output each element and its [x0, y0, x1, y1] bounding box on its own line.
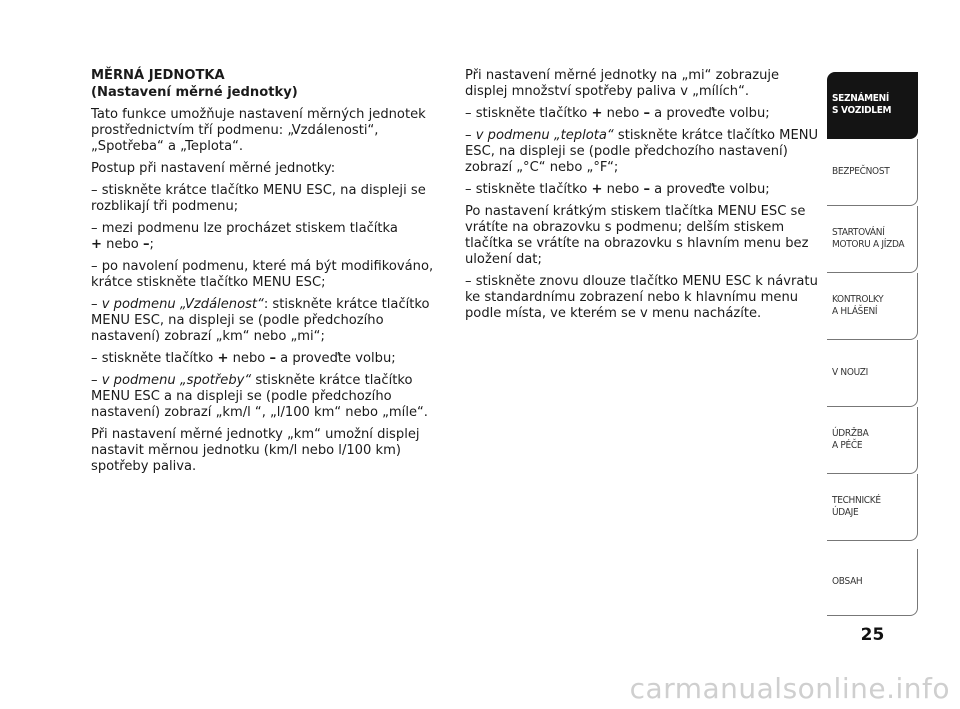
minus-symbol: – [143, 237, 150, 252]
text: a proveďte volbu; [650, 182, 770, 197]
tab-udrzba[interactable] [827, 407, 918, 474]
tab-startovani[interactable] [827, 206, 918, 273]
right-column [465, 68, 823, 328]
left-column [91, 68, 449, 481]
paragraph: Po nastavení krátkým stiskem tlačítka MENU ESC se vrátíte na obrazovku s podmenu; delším stiskem tlačítka se vrátíte na obrazovku s hlavním menu bez uložení dat; [465, 204, 809, 267]
tab-seznameni[interactable] [827, 72, 918, 139]
text: a proveďte volbu; [650, 106, 770, 121]
text: stiskněte krátce tlačítko MENU ESC a na displeji se (podle předchozího nastavení) zobrazí „km/l “, „l/100 km“ nebo „míle“. [91, 373, 428, 420]
heading-subtitle: (Nastavení měrné jednotky) [91, 84, 298, 100]
text: – [91, 297, 102, 312]
text: stiskněte krátce tlačítko MENU ESC, na displeji se (podle předchozího nastavení) zobrazí „°C“ nebo „°F“; [465, 128, 819, 175]
tab-label: SEZNÁMENÍ S VOZIDLEM [832, 93, 892, 116]
paragraph: Při nastavení měrné jednotky na „mi“ zobrazuje displej množství spotřeby paliva v „mílích“. [465, 68, 780, 99]
watermark: carmanualsonline.info [629, 672, 950, 705]
text: – mezi podmenu lze procházet stiskem tlačítka [91, 221, 398, 236]
tab-technicke-udaje[interactable] [827, 474, 918, 541]
page-number: 25 [860, 625, 885, 645]
tab-label: BEZPEČNOST [832, 166, 890, 177]
paragraph: Tato funkce umožňuje nastavení měrných jednotek prostřednictvím tří podmenu: „Vzdálenosti“, „Spotřeba“ a „Teplota“. [91, 107, 426, 154]
text: – [91, 373, 102, 388]
paragraph [91, 373, 449, 421]
plus-symbol: + [591, 182, 603, 197]
tab-label: V NOUZI [832, 367, 868, 378]
text: a proveďte volbu; [276, 351, 396, 366]
text: nebo [602, 182, 644, 197]
text: – stiskněte tlačítko [465, 106, 592, 121]
plus-symbol: + [91, 237, 102, 252]
tab-label: ÚDRŽBA A PÉČE [832, 428, 869, 451]
text: ; [149, 237, 154, 252]
paragraph [465, 182, 823, 198]
paragraph [465, 128, 823, 176]
paragraph [91, 351, 449, 367]
text: – stiskněte tlačítko [465, 182, 592, 197]
paragraph: Postup při nastavení měrné jednotky: [91, 161, 336, 176]
tab-label: OBSAH [832, 576, 863, 587]
paragraph [91, 297, 449, 345]
tab-v-nouzi[interactable] [827, 340, 918, 407]
paragraph: Při nastavení měrné jednotky „km“ umožní displej nastavit měrnou jednotku (km/l nebo l/100 km) spotřeby paliva. [91, 427, 420, 474]
paragraph: – stiskněte krátce tlačítko MENU ESC, na displeji se rozblikají tři podmenu; [91, 183, 426, 214]
submenu-name: v podmenu „Vzdálenost“ [101, 297, 264, 312]
text: nebo [602, 106, 644, 121]
section-heading [91, 68, 449, 101]
submenu-name: v podmenu „spotřeby“ [101, 373, 252, 388]
text: – [465, 128, 476, 143]
tab-label: TECHNICKÉ ÚDAJE [832, 495, 881, 518]
plus-symbol: + [591, 106, 603, 121]
heading-title: MĚRNÁ JEDNOTKA [91, 68, 225, 83]
minus-symbol: – [269, 351, 277, 366]
text: nebo [101, 237, 143, 252]
tab-label: KONTROLKY A HLÁŠENÍ [832, 294, 884, 317]
paragraph: – po navolení podmenu, které má být modifikováno, krátce stiskněte tlačítko MENU ESC; [91, 259, 434, 290]
plus-symbol: + [217, 351, 229, 366]
minus-symbol: – [643, 182, 651, 197]
tab-label: STARTOVÁNÍ MOTORU A JÍZDA [832, 227, 905, 250]
text: – stiskněte tlačítko [91, 351, 218, 366]
minus-symbol: – [643, 106, 651, 121]
tab-bezpecnost[interactable] [827, 139, 918, 206]
paragraph: – stiskněte znovu dlouze tlačítko MENU ESC k návratu ke standardnímu zobrazení nebo k hlavnímu menu podle místa, ve kterém se v menu nacházíte. [465, 274, 818, 321]
paragraph [91, 221, 449, 253]
text: : stiskněte krátce tlačítko MENU ESC, na displeji se (podle předchozího nastavení) zobrazí „km“ nebo „mi“; [91, 297, 430, 344]
submenu-name: v podmenu „teplota“ [475, 128, 614, 143]
tab-obsah[interactable] [827, 549, 918, 616]
paragraph [465, 106, 823, 122]
text: nebo [228, 351, 270, 366]
tab-kontrolky[interactable] [827, 273, 918, 340]
